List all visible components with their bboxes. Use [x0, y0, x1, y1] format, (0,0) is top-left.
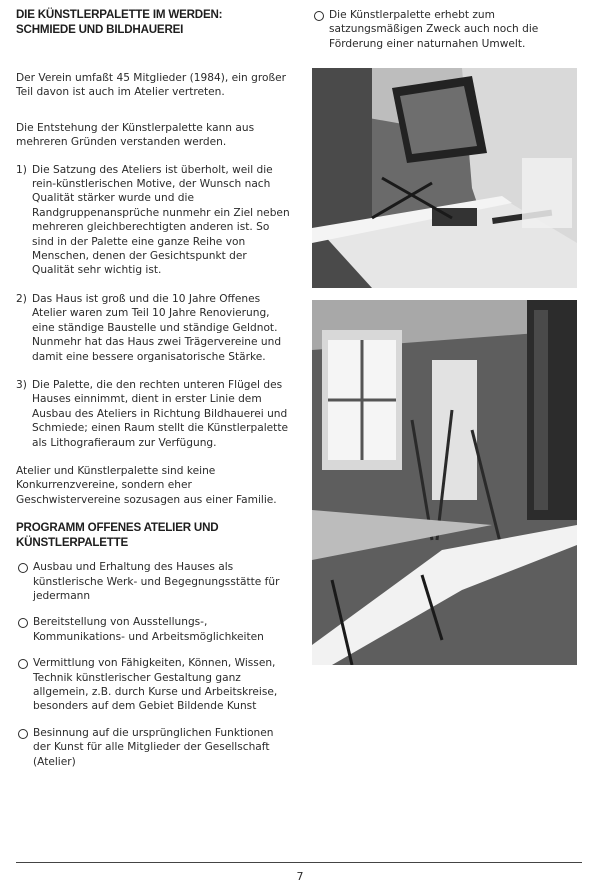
reason-text: Die Satzung des Ateliers ist überholt, weil die rein-künstlerischen Motive, der Wunsch nach Qualität stärker wurde und die Randgruppenansprüche nunmehr ein Ziel neben mehreren gleichberechtigten anderen ist. So sind in der Palette eine ganze Reihe von Menschen, denen der Gesichtspunkt der Qualität sehr wichtig ist. [32, 163, 290, 277]
program-title-line1: PROGRAMM OFFENES ATELIER UND [16, 521, 219, 535]
page-number: 7 [296, 870, 304, 883]
reason-number: 3) [16, 378, 27, 391]
program-list [16, 560, 292, 769]
program-item [16, 656, 292, 714]
page-title-line2: SCHMIEDE UND BILDHAUEREI [16, 22, 184, 36]
program-item [16, 726, 292, 769]
photo-workbench [312, 68, 577, 288]
circle-bullet-icon [314, 11, 324, 21]
reason-text: Das Haus ist groß und die 10 Jahre Offenes Atelier waren zum Teil 10 Jahre Renovierung, eine ständige Baustelle und ständige Geldnot. Nunmehr hat das Haus zwei Trägervereine und damit eine bessere organisatorische Stärke. [32, 292, 282, 363]
reason-item [16, 378, 292, 450]
program-item-text: Ausbau und Erhaltung des Hauses als künstlerische Werk- und Begegnungsstätte für jedermann [33, 561, 280, 602]
closing-paragraph: Atelier und Künstlerpalette sind keine Konkurrenzvereine, sondern eher Geschwistervereine sozusagen aus einer Familie. [16, 464, 277, 506]
program-item-text: Besinnung auf die ursprünglichen Funktionen der Kunst für alle Mitglieder der Gesellschaft (Atelier) [33, 726, 274, 768]
program-item-text: Bereitstellung von Ausstellungs-, Kommunikations- und Arbeitsmöglichkeiten [33, 616, 264, 643]
program-title [16, 521, 292, 550]
intro-paragraph-origin: Die Entstehung der Künstlerpalette kann aus mehreren Gründen verstanden werden. [16, 121, 255, 149]
circle-bullet-icon [18, 729, 28, 739]
reasons-list [16, 163, 292, 450]
program-item [16, 560, 292, 603]
program-item-text: Vermittlung von Fähigkeiten, Können, Wissen, Technik künstlerischer Gestaltung ganz allgemein, z.B. durch Kurse und Arbeitskreise, besonders auf dem Gebiet Bildende Kunst [33, 657, 278, 713]
reason-item [16, 292, 292, 364]
program-title-line2: KÜNSTLERPALETTE [16, 535, 129, 549]
program-list-continued [312, 8, 580, 51]
reason-item [16, 163, 292, 278]
program-item [16, 615, 292, 644]
right-column [312, 8, 580, 51]
page-title-line1: DIE KÜNSTLERPALETTE IM WERDEN: [16, 8, 223, 21]
program-item [312, 8, 580, 51]
left-column [16, 8, 292, 769]
page-title [16, 8, 292, 37]
program-item-text: Die Künstlerpalette erhebt zum satzungsmäßigen Zweck auch noch die Förderung einer naturnahen Umwelt. [329, 9, 539, 50]
reason-number: 2) [16, 292, 27, 305]
circle-bullet-icon [18, 659, 28, 669]
circle-bullet-icon [18, 563, 28, 573]
footer-rule [16, 862, 582, 863]
intro-paragraph-members: Der Verein umfaßt 45 Mitglieder (1984), ein großer Teil davon ist auch im Atelier vertreten. [16, 72, 287, 99]
photo-atelier-room [312, 300, 577, 665]
reason-text: Die Palette, die den rechten unteren Flügel des Hauses einnimmt, dient in erster Linie dem Ausbau des Ateliers in Richtung Bildhauerei und Schmiede; einen Raum stellt die Künstlerpalette als Lithografieraum zur Verfügung. [32, 378, 289, 449]
circle-bullet-icon [18, 618, 28, 628]
reason-number: 1) [16, 163, 27, 176]
